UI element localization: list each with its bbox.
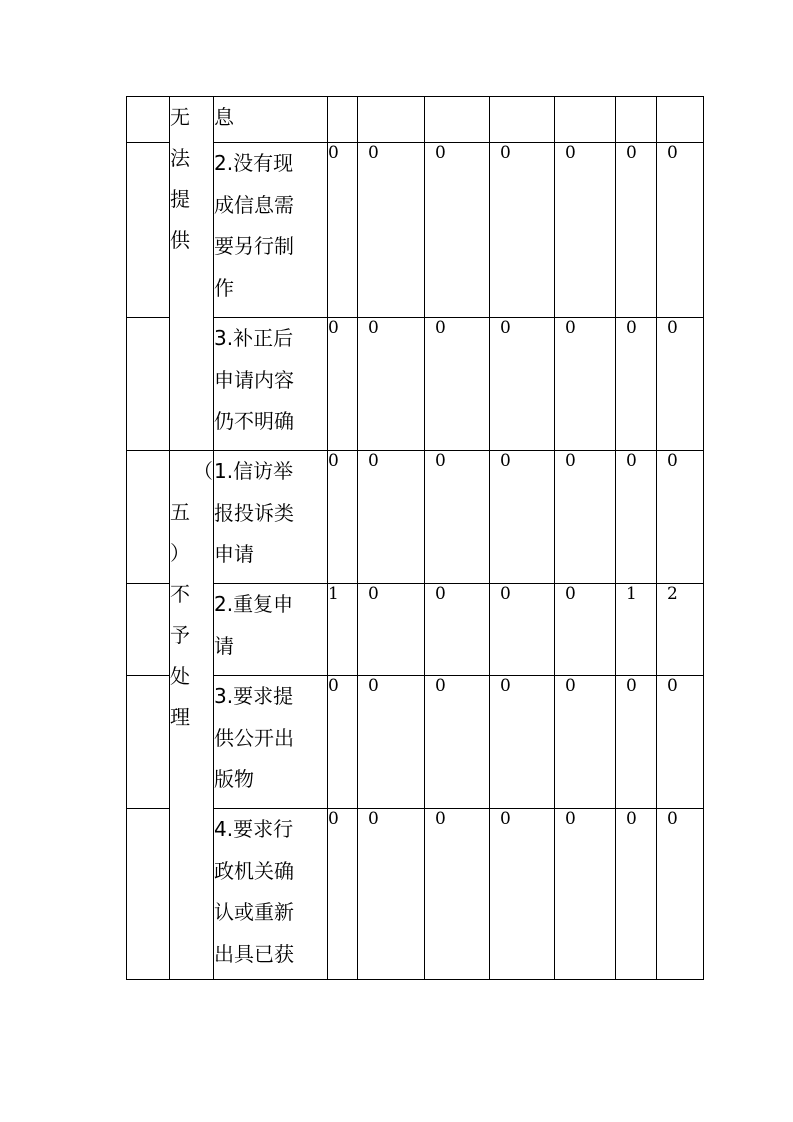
value-cell: 0 [657,676,704,809]
text-line: 不 [170,582,190,606]
item-label-cell [214,809,328,980]
table-row [127,809,704,980]
value-cell: 0 [657,318,704,451]
text-line: 息 [214,105,234,129]
item-label-cell [214,676,328,809]
value-cell: 0 [555,809,616,980]
item-label-cell [214,451,328,584]
text-line: 无 [170,105,190,129]
value-cell: 0 [616,143,657,318]
table-row [127,97,704,143]
text-line: 处 [170,664,190,688]
text-line: 法 [170,146,190,170]
text-line: 申请 [214,542,254,566]
empty-cell [127,676,170,809]
empty-cell [127,143,170,318]
value-cell: 0 [657,451,704,584]
table-row [127,584,704,676]
text-line: 供 [170,228,190,252]
value-cell: 0 [358,676,425,809]
text-line: 出具已获 [214,941,294,966]
value-cell: 0 [358,809,425,980]
value-cell: 0 [358,584,425,676]
value-cell: 0 [425,809,490,980]
value-cell: 2 [657,584,704,676]
value-cell: 0 [490,676,555,809]
value-cell: 0 [425,143,490,318]
text-line: 予 [170,623,190,647]
value-cell: 0 [555,676,616,809]
value-cell: 0 [490,584,555,676]
value-cell: 0 [616,451,657,584]
text-line: 认或重新 [214,900,294,924]
value-cell [358,97,425,143]
value-cell [616,97,657,143]
value-cell: 0 [425,584,490,676]
text-line: 请 [214,633,234,658]
value-cell: 0 [616,676,657,809]
text-line: 3.要求提 [214,684,294,708]
empty-cell [127,584,170,676]
empty-cell [127,318,170,451]
category-cell-not-processed [170,451,214,980]
item-label-cell [214,584,328,676]
value-cell: 0 [328,809,358,980]
text-line: 申请内容 [214,367,294,392]
value-cell: 0 [555,143,616,318]
value-cell: 0 [657,809,704,980]
value-cell [657,97,704,143]
text-line: （ [193,459,213,483]
text-line: 五 [170,500,190,524]
table-row [127,451,704,584]
table-row [127,676,704,809]
text-line: 3.补正后 [214,326,294,350]
value-cell: 0 [328,676,358,809]
table-row [127,143,704,318]
value-cell: 0 [490,451,555,584]
value-cell: 0 [358,143,425,318]
value-cell: 0 [425,676,490,809]
value-cell: 0 [490,318,555,451]
value-cell: 0 [328,451,358,584]
text-line: 供公开出 [214,725,294,750]
item-label-cell [214,318,328,451]
value-cell: 0 [490,809,555,980]
text-line: 版物 [214,767,254,791]
text-line: ） [170,541,190,565]
value-cell: 0 [555,318,616,451]
value-cell: 0 [490,143,555,318]
text-line: 要另行制 [214,234,294,258]
value-cell: 0 [425,451,490,584]
text-line: 成信息需 [214,192,294,217]
empty-cell [127,809,170,980]
empty-cell [127,451,170,584]
text-line: 作 [214,275,234,300]
statistics-table [126,96,704,980]
text-line: 提 [170,187,190,211]
value-cell [425,97,490,143]
value-cell [555,97,616,143]
table-row [127,318,704,451]
value-cell: 0 [555,451,616,584]
value-cell: 0 [616,318,657,451]
text-line: 2.重复申 [214,592,294,616]
text-line: 政机关确 [214,858,294,883]
text-line: 仍不明确 [214,409,294,433]
value-cell: 0 [555,584,616,676]
text-line: 理 [170,705,190,729]
value-cell [328,97,358,143]
category-cell-unable-to-provide [170,97,214,451]
text-line: 1.信访举 [214,459,294,483]
text-line: 2.没有现 [214,151,294,175]
item-label-cell [214,97,328,143]
text-line: 报投诉类 [214,500,294,525]
value-cell: 0 [616,809,657,980]
value-cell: 0 [657,143,704,318]
value-cell: 0 [358,451,425,584]
value-cell: 1 [616,584,657,676]
item-label-cell [214,143,328,318]
value-cell [490,97,555,143]
value-cell: 0 [328,318,358,451]
value-cell: 0 [358,318,425,451]
value-cell: 0 [328,143,358,318]
value-cell: 0 [425,318,490,451]
empty-cell [127,97,170,143]
text-line: 4.要求行 [214,817,294,841]
value-cell: 1 [328,584,358,676]
table-body [127,97,704,980]
